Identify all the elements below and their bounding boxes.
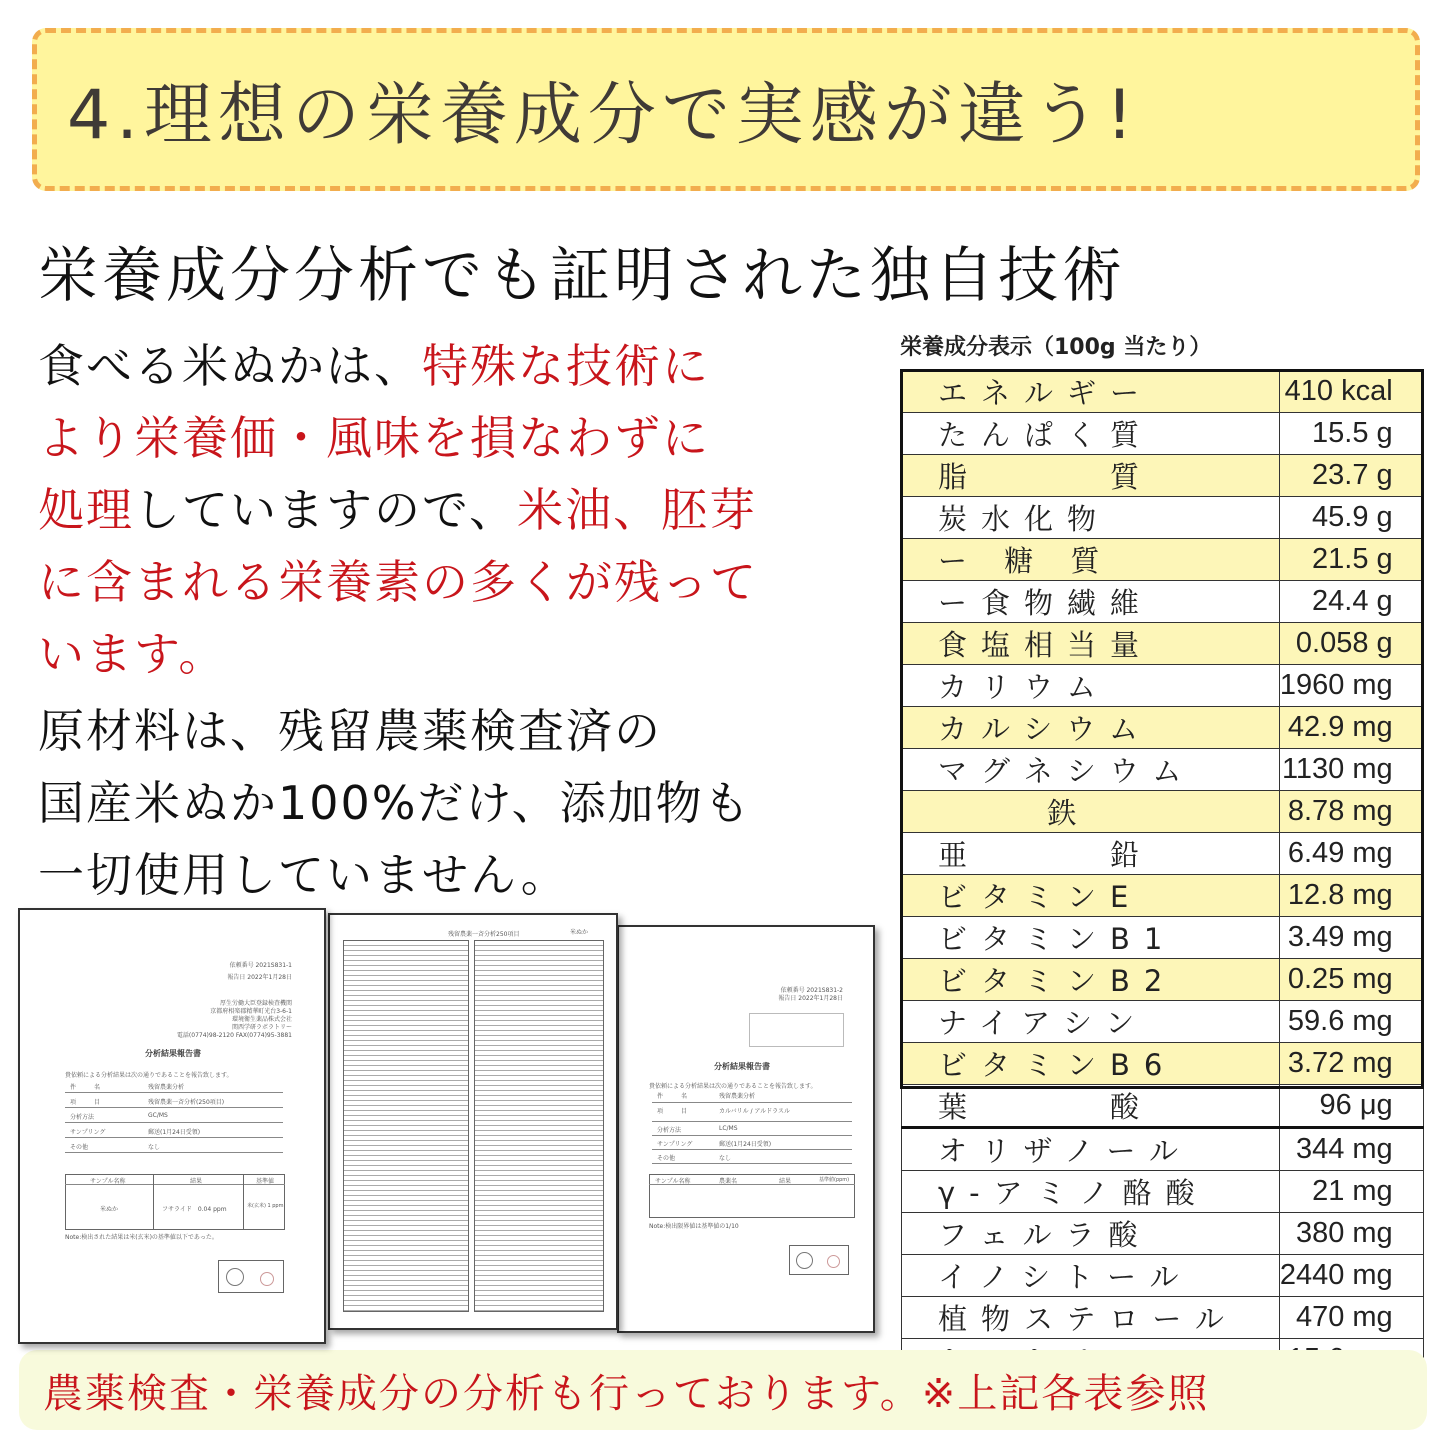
nutrient-name: ビタミンB1: [902, 917, 1280, 959]
doc-result-cell: 米(玄米) 1 ppm: [247, 1203, 284, 1209]
nutrition-row: [902, 1043, 1424, 1085]
doc-result-header: サンプル名称: [655, 1178, 691, 1185]
ingredients-paragraph: [38, 695, 752, 911]
doc-date: 報告日 2022年1月28日: [778, 995, 843, 1002]
nutrient-value: 21.5 g: [1279, 539, 1423, 581]
nutrient-value: 3.49 mg: [1279, 917, 1423, 959]
doc-result-header: 農薬名: [719, 1178, 738, 1185]
nutrient-name: γ-アミノ酪酸: [902, 1171, 1280, 1213]
nutrient-value: 1960 mg: [1279, 665, 1423, 707]
nutrient-name: ナイアシン: [902, 1001, 1280, 1043]
paragraph-line: 一切使用していません。: [38, 848, 569, 902]
nutrient-name: フェルラ酸: [902, 1213, 1280, 1255]
nutrient-name: 食塩相当量: [902, 623, 1280, 665]
nutrition-row: [902, 791, 1424, 833]
nutrient-name: たんぱく質: [902, 413, 1280, 455]
footer-text: 農薬検査・栄養成分の分析も行っております。※上記各表参照: [43, 1370, 1210, 1417]
doc-field-value: 残留農薬分析: [719, 1093, 756, 1100]
doc-field-value: 郵送(1月24日受領): [719, 1141, 772, 1148]
nutrition-row: [902, 371, 1424, 413]
doc-result-header: 結果: [779, 1178, 792, 1185]
paragraph-line: 原材料は、残留農薬検査済の: [38, 704, 662, 758]
doc-corner-label: 米ぬか: [569, 929, 588, 936]
nutrition-row: [902, 581, 1424, 623]
doc-field-label: その他: [70, 1144, 89, 1151]
doc-field-label: 件 名: [657, 1093, 688, 1100]
doc-intro: 貴依頼による分析結果は次の通りであることを報告致します。: [65, 1072, 233, 1079]
doc-field-label: 項 目: [657, 1108, 688, 1115]
doc-field-value: なし: [719, 1155, 732, 1162]
nutrient-value: 23.7 g: [1279, 455, 1423, 497]
nutrient-value: 470 mg: [1279, 1297, 1423, 1339]
doc-ref: 依頼番号 2021S831-2: [780, 987, 843, 994]
nutrient-name: マグネシウム: [902, 749, 1280, 791]
paragraph-line: 国産米ぬか100%だけ、添加物も: [38, 776, 752, 830]
nutrient-value: 45.9 g: [1279, 497, 1423, 539]
doc-field-label: その他: [657, 1155, 676, 1162]
nutrition-row: [902, 1128, 1424, 1171]
paragraph-line: [38, 474, 758, 546]
banner-title: 4.理想の栄養成分で実感が違う!: [67, 76, 1140, 155]
divider: [65, 1092, 283, 1093]
doc-note: Note:検出された結果は米(玄米)の基準値以下であった。: [65, 1234, 218, 1241]
nutrition-caption: 栄養成分表示（100g 当たり）: [900, 335, 1212, 360]
nutrition-row: [902, 1255, 1424, 1297]
doc-title: 分析結果報告書: [145, 1049, 201, 1058]
nutrient-value: 24.4 g: [1279, 581, 1423, 623]
issuer-block: [749, 1013, 844, 1047]
nutrient-value: 410 kcal: [1279, 371, 1423, 413]
doc-issuer: 電話(0774)98-2120 FAX(0774)95-3881: [176, 1032, 292, 1039]
inspector-stamp-icon: [260, 1272, 274, 1286]
nutrition-table: [901, 370, 1424, 1381]
nutrient-name: ビタミンE: [902, 875, 1280, 917]
doc-field-value: LC/MS: [719, 1125, 738, 1132]
nutrition-row: [902, 959, 1424, 1001]
divider: [65, 1152, 283, 1153]
nutrient-value: 0.25 mg: [1279, 959, 1423, 1001]
doc-title: 分析結果報告書: [714, 1062, 770, 1071]
nutrient-value: 96 μg: [1279, 1085, 1423, 1128]
doc-result-header: 基準値(ppm): [819, 1177, 850, 1183]
nutrient-value: 380 mg: [1279, 1213, 1423, 1255]
nutrition-row: [902, 875, 1424, 917]
highlighted-text: より栄養価・風味を損なわずに: [38, 411, 710, 465]
pesticide-table-right: [474, 940, 604, 1312]
divider: [652, 1102, 852, 1103]
doc-field-value: カルバリル / アルドラスル: [719, 1108, 790, 1115]
nutrition-row: [902, 1297, 1424, 1339]
highlighted-text: 特殊な技術に: [422, 339, 710, 393]
doc-issuer: 京都府相楽郡精華町光台3-6-1: [210, 1008, 292, 1015]
nutrition-row: [902, 707, 1424, 749]
nutrient-name: オリザノール: [902, 1128, 1280, 1171]
nutrition-row: [902, 1171, 1424, 1213]
nutrient-value: 2440 mg: [1279, 1255, 1423, 1297]
nutrient-value: 21 mg: [1279, 1171, 1423, 1213]
nutrient-value: 42.9 mg: [1279, 707, 1423, 749]
analysis-report-document-1: [18, 908, 326, 1344]
nutrition-row: [902, 1001, 1424, 1043]
nutrition-row: [902, 497, 1424, 539]
nutrition-row: [902, 1085, 1424, 1128]
highlighted-text: 処理: [38, 483, 134, 537]
nutrition-row: [902, 1213, 1424, 1255]
doc-field-label: 件 名: [70, 1084, 101, 1091]
doc-note: Note:検出限界値は基準値の1/10: [649, 1223, 739, 1230]
header-banner: [32, 28, 1420, 191]
doc-date: 報告日 2022年1月28日: [227, 974, 292, 981]
doc-result-header: サンプル名称: [90, 1178, 126, 1185]
subheading: 栄養成分分析でも証明された独自技術: [38, 241, 1126, 311]
doc-field-label: サンプリング: [657, 1141, 693, 1148]
nutrition-row: [902, 413, 1424, 455]
nutrition-row: [902, 833, 1424, 875]
doc-title: 残留農薬一斉分析250項目: [448, 931, 520, 938]
nutrient-name: ー 糖 質: [902, 539, 1280, 581]
doc-field-value: 残留農薬一斉分析(250項目): [148, 1099, 225, 1106]
divider: [65, 1107, 283, 1108]
paragraph-line: [38, 330, 758, 402]
divider: [65, 1122, 283, 1123]
doc-result-header: 基準値: [256, 1178, 275, 1185]
inspector-stamp-icon: [827, 1255, 840, 1268]
intro-paragraph: [38, 330, 758, 690]
doc-issuer: 関西学研ラボラトリー: [231, 1024, 292, 1031]
approval-stamp-icon: [796, 1252, 813, 1269]
divider: [652, 1163, 852, 1164]
nutrition-row: [902, 539, 1424, 581]
divider: [652, 1121, 852, 1122]
nutrient-value: 8.78 mg: [1279, 791, 1423, 833]
nutrient-name: 鉄: [902, 791, 1280, 833]
nutrition-row: [902, 917, 1424, 959]
nutrient-name: 葉 酸: [902, 1085, 1280, 1128]
divider: [652, 1135, 852, 1136]
nutrient-value: 0.058 g: [1279, 623, 1423, 665]
nutrient-value: 3.72 mg: [1279, 1043, 1423, 1085]
doc-intro: 貴依頼による分析結果は次の通りであることを報告致します。: [649, 1083, 817, 1090]
divider: [65, 1137, 283, 1138]
doc-issuer: 環境衛生薬品株式会社: [231, 1016, 292, 1023]
footer-note: [19, 1350, 1427, 1430]
doc-field-label: 分析方法: [70, 1114, 95, 1121]
doc-ref: 依頼番号 2021S831-1: [229, 962, 292, 969]
nutrient-value: 1130 mg: [1279, 749, 1423, 791]
text-segment: 食べる米ぬかは、: [38, 339, 422, 393]
doc-field-value: なし: [148, 1144, 161, 1151]
nutrient-value: 12.8 mg: [1279, 875, 1423, 917]
nutrition-row: [902, 665, 1424, 707]
pesticide-list-document: [328, 913, 618, 1330]
analysis-report-document-2: [617, 925, 875, 1333]
divider: [652, 1149, 852, 1150]
doc-issuer: 厚生労働大臣登録検査機関: [219, 1000, 292, 1007]
doc-result-header: 結果: [190, 1178, 203, 1185]
paragraph-line: [38, 618, 758, 690]
nutrient-name: 炭水化物: [902, 497, 1280, 539]
nutrient-value: 344 mg: [1279, 1128, 1423, 1171]
nutrient-value: 15.5 g: [1279, 413, 1423, 455]
highlighted-text: 米油、胚芽: [517, 483, 758, 537]
nutrient-name: カリウム: [902, 665, 1280, 707]
nutrient-name: ー食物繊維: [902, 581, 1280, 623]
approval-stamp-icon: [226, 1268, 244, 1286]
doc-field-value: 残留農薬分析: [148, 1084, 185, 1091]
nutrient-name: カルシウム: [902, 707, 1280, 749]
doc-field-value: GC/MS: [148, 1112, 168, 1119]
nutrient-name: 植物ステロール: [902, 1297, 1280, 1339]
paragraph-line: [38, 546, 758, 618]
text-segment: していますので、: [134, 483, 518, 537]
nutrient-name: イノシトール: [902, 1255, 1280, 1297]
nutrient-value: 59.6 mg: [1279, 1001, 1423, 1043]
doc-field-label: サンプリング: [70, 1129, 106, 1136]
nutrition-row: [902, 623, 1424, 665]
nutrient-name: 脂 質: [902, 455, 1280, 497]
nutrient-name: エネルギー: [902, 371, 1280, 413]
doc-field-label: 項 目: [70, 1099, 101, 1106]
doc-result-cell: フサライド 0.04 ppm: [162, 1206, 227, 1213]
nutrient-value: 6.49 mg: [1279, 833, 1423, 875]
paragraph-line: [38, 402, 758, 474]
nutrient-name: ビタミンB6: [902, 1043, 1280, 1085]
nutrient-name: ビタミンB2: [902, 959, 1280, 1001]
nutrient-name: 亜 鉛: [902, 833, 1280, 875]
highlighted-text: います。: [38, 627, 227, 681]
doc-field-label: 分析方法: [657, 1127, 682, 1134]
doc-result-cell: 米ぬか: [100, 1206, 119, 1213]
highlighted-text: に含まれる栄養素の多くが残って: [38, 555, 758, 609]
nutrition-row: [902, 455, 1424, 497]
doc-field-value: 郵送(1月24日受領): [148, 1129, 201, 1136]
nutrition-row: [902, 749, 1424, 791]
pesticide-table-left: [343, 940, 469, 1312]
